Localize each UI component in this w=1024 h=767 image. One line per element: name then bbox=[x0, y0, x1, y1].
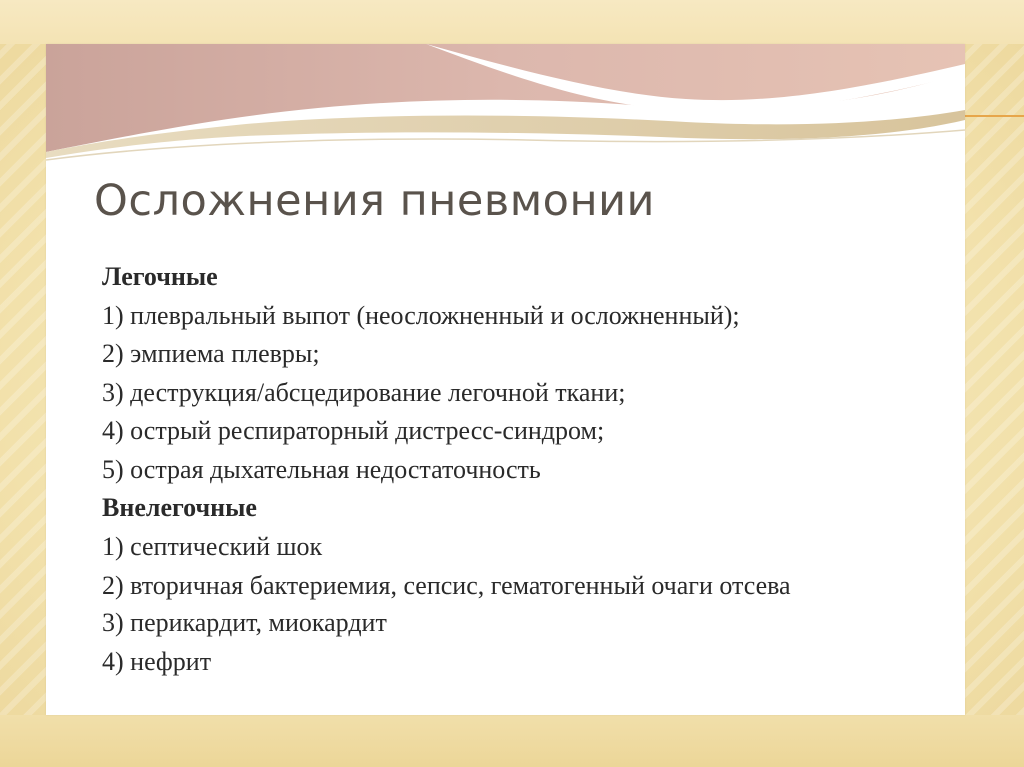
background-top-band bbox=[0, 0, 1024, 44]
slide-title: Осложнения пневмонии bbox=[94, 176, 655, 226]
list-item: 4) нефрит bbox=[102, 646, 212, 676]
list-item: 1) плевральный выпот (неосложненный и осложненный); bbox=[102, 300, 740, 330]
list-item: 2) эмпиема плевры; bbox=[102, 339, 320, 368]
list-item: 3) перикардит, миокардит bbox=[102, 608, 387, 637]
list-item: 3) деструкция/абсцедирование легочной ткани; bbox=[102, 377, 626, 407]
wave-decoration bbox=[46, 44, 965, 184]
section-heading-pulmonary: Легочные bbox=[102, 262, 218, 291]
list-item: 2) вторичная бактериемия, сепсис, гематогенный очаги отсева bbox=[102, 571, 791, 600]
background-bottom-band bbox=[0, 715, 1024, 767]
section-heading-extrapulmonary: Внелегочные bbox=[102, 493, 257, 522]
list-item: 4) острый респираторный дистресс-синдром; bbox=[102, 416, 605, 445]
slide-content bbox=[102, 258, 922, 681]
slide bbox=[46, 44, 965, 715]
list-item: 5) острая дыхательная недостаточность bbox=[102, 454, 541, 484]
list-item: 1) септический шок bbox=[102, 531, 323, 561]
accent-line bbox=[965, 115, 1024, 117]
